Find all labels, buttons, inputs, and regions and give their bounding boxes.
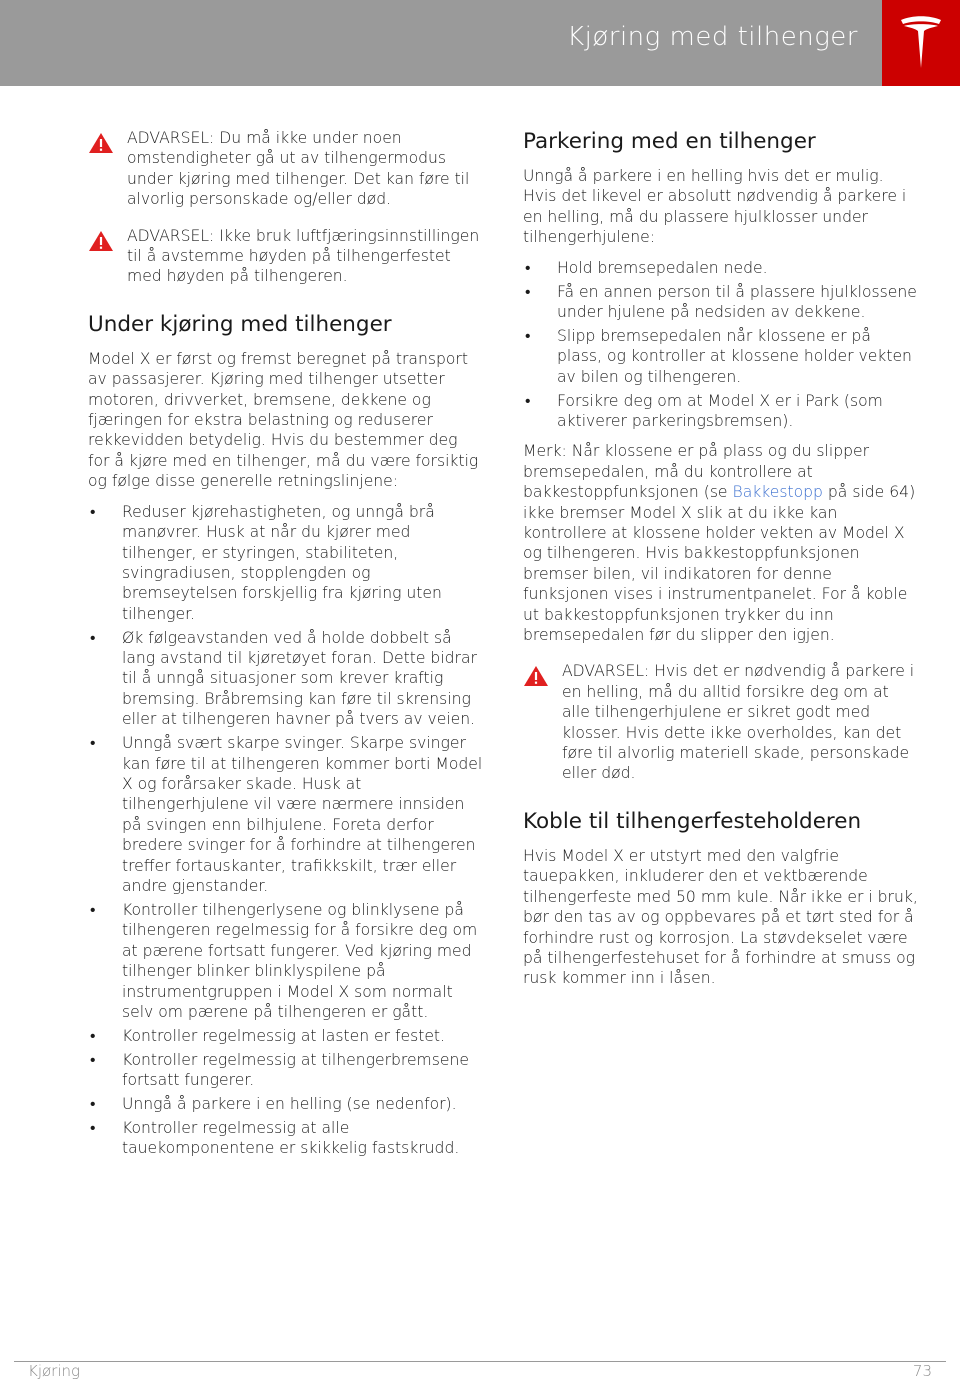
page-header	[0, 0, 960, 86]
section-heading: Under kjøring med tilhenger	[88, 311, 392, 337]
bullet-glyph: •	[525, 258, 531, 277]
bullet-glyph: •	[90, 502, 96, 521]
bullet-glyph: •	[90, 1095, 96, 1114]
warning-triangle-icon	[88, 230, 114, 252]
tesla-logo-icon	[898, 16, 944, 70]
bullet-glyph: •	[90, 1118, 96, 1137]
footer-section-label: Kjøring	[28, 1362, 81, 1380]
list-item-text: Kontroller regelmessig at tilhengerbremsene fortsatt fungerer.	[122, 1050, 469, 1090]
list-item-text: Reduser kjørehastigheten, og unngå brå manøvrer. Husk at når du kjører med tilhenger, er styringen, stabiliteten, svingradiusen, stopplengden og bremseytelsen forskjellig fra kjøring uten tilhenger.	[122, 502, 442, 623]
bullet-glyph: •	[525, 391, 531, 410]
note-text-continued: på side 64) ikke bremser Model X slik at du ikke kan kontrollere at klossene holder vekten av Model X og tilhengeren. Hvis bakkestoppfunksjonen bremser bilen, vil indikatoren for denne funksjonen vises i instrumentpanelet. For å koble ut bakkestoppfunksjonen trykker du inn bremsepedalen før du slipper den igjen.	[523, 483, 916, 645]
brand-logo	[882, 0, 960, 86]
warning-block	[523, 661, 918, 783]
list-item	[88, 733, 483, 896]
list-item-text: Kontroller regelmessig at lasten er festet.	[122, 1026, 445, 1045]
warning-block	[88, 128, 483, 210]
list-item	[88, 1094, 483, 1114]
list-item-text: Unngå svært skarpe svinger. Skarpe svinger kan føre til at tilhengeren kommer borti Model X og forårsaker skade. Husk at tilhengerhjulene vil være nærmere innsiden på svingen enn bilhjulene. Foreta derfor bredere svinger for å forhindre at tilhengeren treffer fortauskanter, trafikkskilt, trær eller andre gjenstander.	[122, 734, 483, 895]
section-intro: Unngå å parkere i en helling hvis det er mulig. Hvis det likevel er absolutt nødvendig å parkere i en helling, må du plassere hjulklosser under tilhengerhjulene:	[523, 167, 907, 247]
list-item	[88, 900, 483, 1022]
note-text: Merk: Når klossene er på plass og du slipper bremsepedalen, må du kontrollere at bakkestoppfunksjonen (se	[523, 442, 870, 502]
warning-text: ADVARSEL: Hvis det er nødvendig å parkere i en helling, må du alltid forsikre deg om at alle tilhengerhjulene er sikret godt med klosser. Hvis dette ikke overholdes, kan det føre til alvorlig materiell skade, personskade eller død.	[562, 662, 915, 783]
parking-steps-list	[523, 258, 918, 432]
footer-divider	[14, 1361, 946, 1362]
list-item-text: Øk følgeavstanden ved å holde dobbelt så lang avstand til kjøretøyet foran. Dette bidrar til å unngå situasjoner som krever kraftig bremsing. Bråbremsing kan føre til skrensing eller at tilhengeren havner på tvers av veien.	[122, 628, 477, 729]
bullet-glyph: •	[90, 734, 96, 753]
warning-triangle-icon	[88, 132, 114, 154]
list-item	[88, 1118, 483, 1159]
note-paragraph	[523, 441, 918, 645]
list-item	[523, 258, 918, 278]
list-item	[88, 628, 483, 730]
guidelines-list	[88, 502, 483, 1159]
bullet-glyph: •	[90, 1050, 96, 1069]
section-body: Hvis Model X er utstyrt med den valgfrie tauepakken, inkluderer den et vektbærende tilhengerfeste med 50 mm kule. Når ikke er i bruk, bør den tas av og oppbevares på et tørt sted for å forhindre rust og korrosjon. La støvdekselet være på tilhengerfestehuset for å forhindre at smuss og rusk kommer inn i låsen.	[523, 846, 918, 988]
warning-text: ADVARSEL: Du må ikke under noen omstendigheter gå ut av tilhengermodus under kjøring med tilhenger. Det kan føre til alvorlig personskade og/eller død.	[127, 129, 470, 209]
warning-text: ADVARSEL: Ikke bruk luftfjæringsinnstillingen til å avstemme høyden på tilhengerfestet med høyden på tilhengeren.	[127, 226, 480, 286]
section-heading: Parkering med en tilhenger	[523, 129, 816, 154]
list-item-text: Kontroller regelmessig at alle tauekomponentene er skikkelig fastskrudd.	[122, 1118, 460, 1158]
section-heading: Koble til tilhengerfesteholderen	[523, 808, 862, 834]
list-item	[523, 326, 918, 387]
section-intro: Model X er først og fremst beregnet på transport av passasjerer. Kjøring med tilhenger utsetter motoren, drivverket, bremsene, dekkene og fjæringen for ekstra belastning og reduserer rekkevidden betydelig. Hvis du bestemmer deg for å kjøre med en tilhenger, må du være forsiktig og følge disse generelle retningslinjene:	[88, 349, 479, 491]
list-item-text: Unngå å parkere i en helling (se nedenfor).	[122, 1095, 457, 1114]
left-column	[88, 128, 483, 1169]
list-item	[523, 282, 918, 323]
list-item	[88, 1050, 483, 1091]
list-item	[88, 1026, 483, 1046]
bullet-glyph: •	[90, 1026, 96, 1045]
bullet-glyph: •	[525, 282, 531, 301]
warning-block	[88, 226, 483, 287]
list-item-text: Kontroller tilhengerlysene og blinklysene på tilhengeren regelmessig for å forsikre deg om at pærene fortsatt fungerer. Ved kjøring med tilhenger blinker blinklyspilene på instrumentgruppen i Model X som normalt selv om pærene på tilhengeren er gått.	[122, 900, 478, 1021]
list-item-text: Forsikre deg om at Model X er i Park (som aktiverer parkeringsbremsen).	[557, 391, 883, 430]
list-item	[523, 391, 918, 432]
list-item-text: Hold bremsepedalen nede.	[557, 258, 768, 277]
right-column	[523, 128, 918, 999]
bakkestopp-link[interactable]: Bakkestopp	[732, 483, 823, 502]
bullet-glyph: •	[90, 900, 96, 919]
warning-triangle-icon	[523, 665, 549, 687]
page-title: Kjøring med tilhenger	[567, 22, 858, 52]
list-item-text: Få en annen person til å plassere hjulklossene under hjulene på nedsiden av dekkene.	[557, 282, 917, 321]
bullet-glyph: •	[90, 628, 96, 647]
list-item-text: Slipp bremsepedalen når klossene er på plass, og kontroller at klossene holder vekten av bilen og tilhengeren.	[557, 326, 912, 386]
bullet-glyph: •	[525, 326, 531, 345]
page-number: 73	[912, 1362, 932, 1380]
list-item	[88, 502, 483, 624]
